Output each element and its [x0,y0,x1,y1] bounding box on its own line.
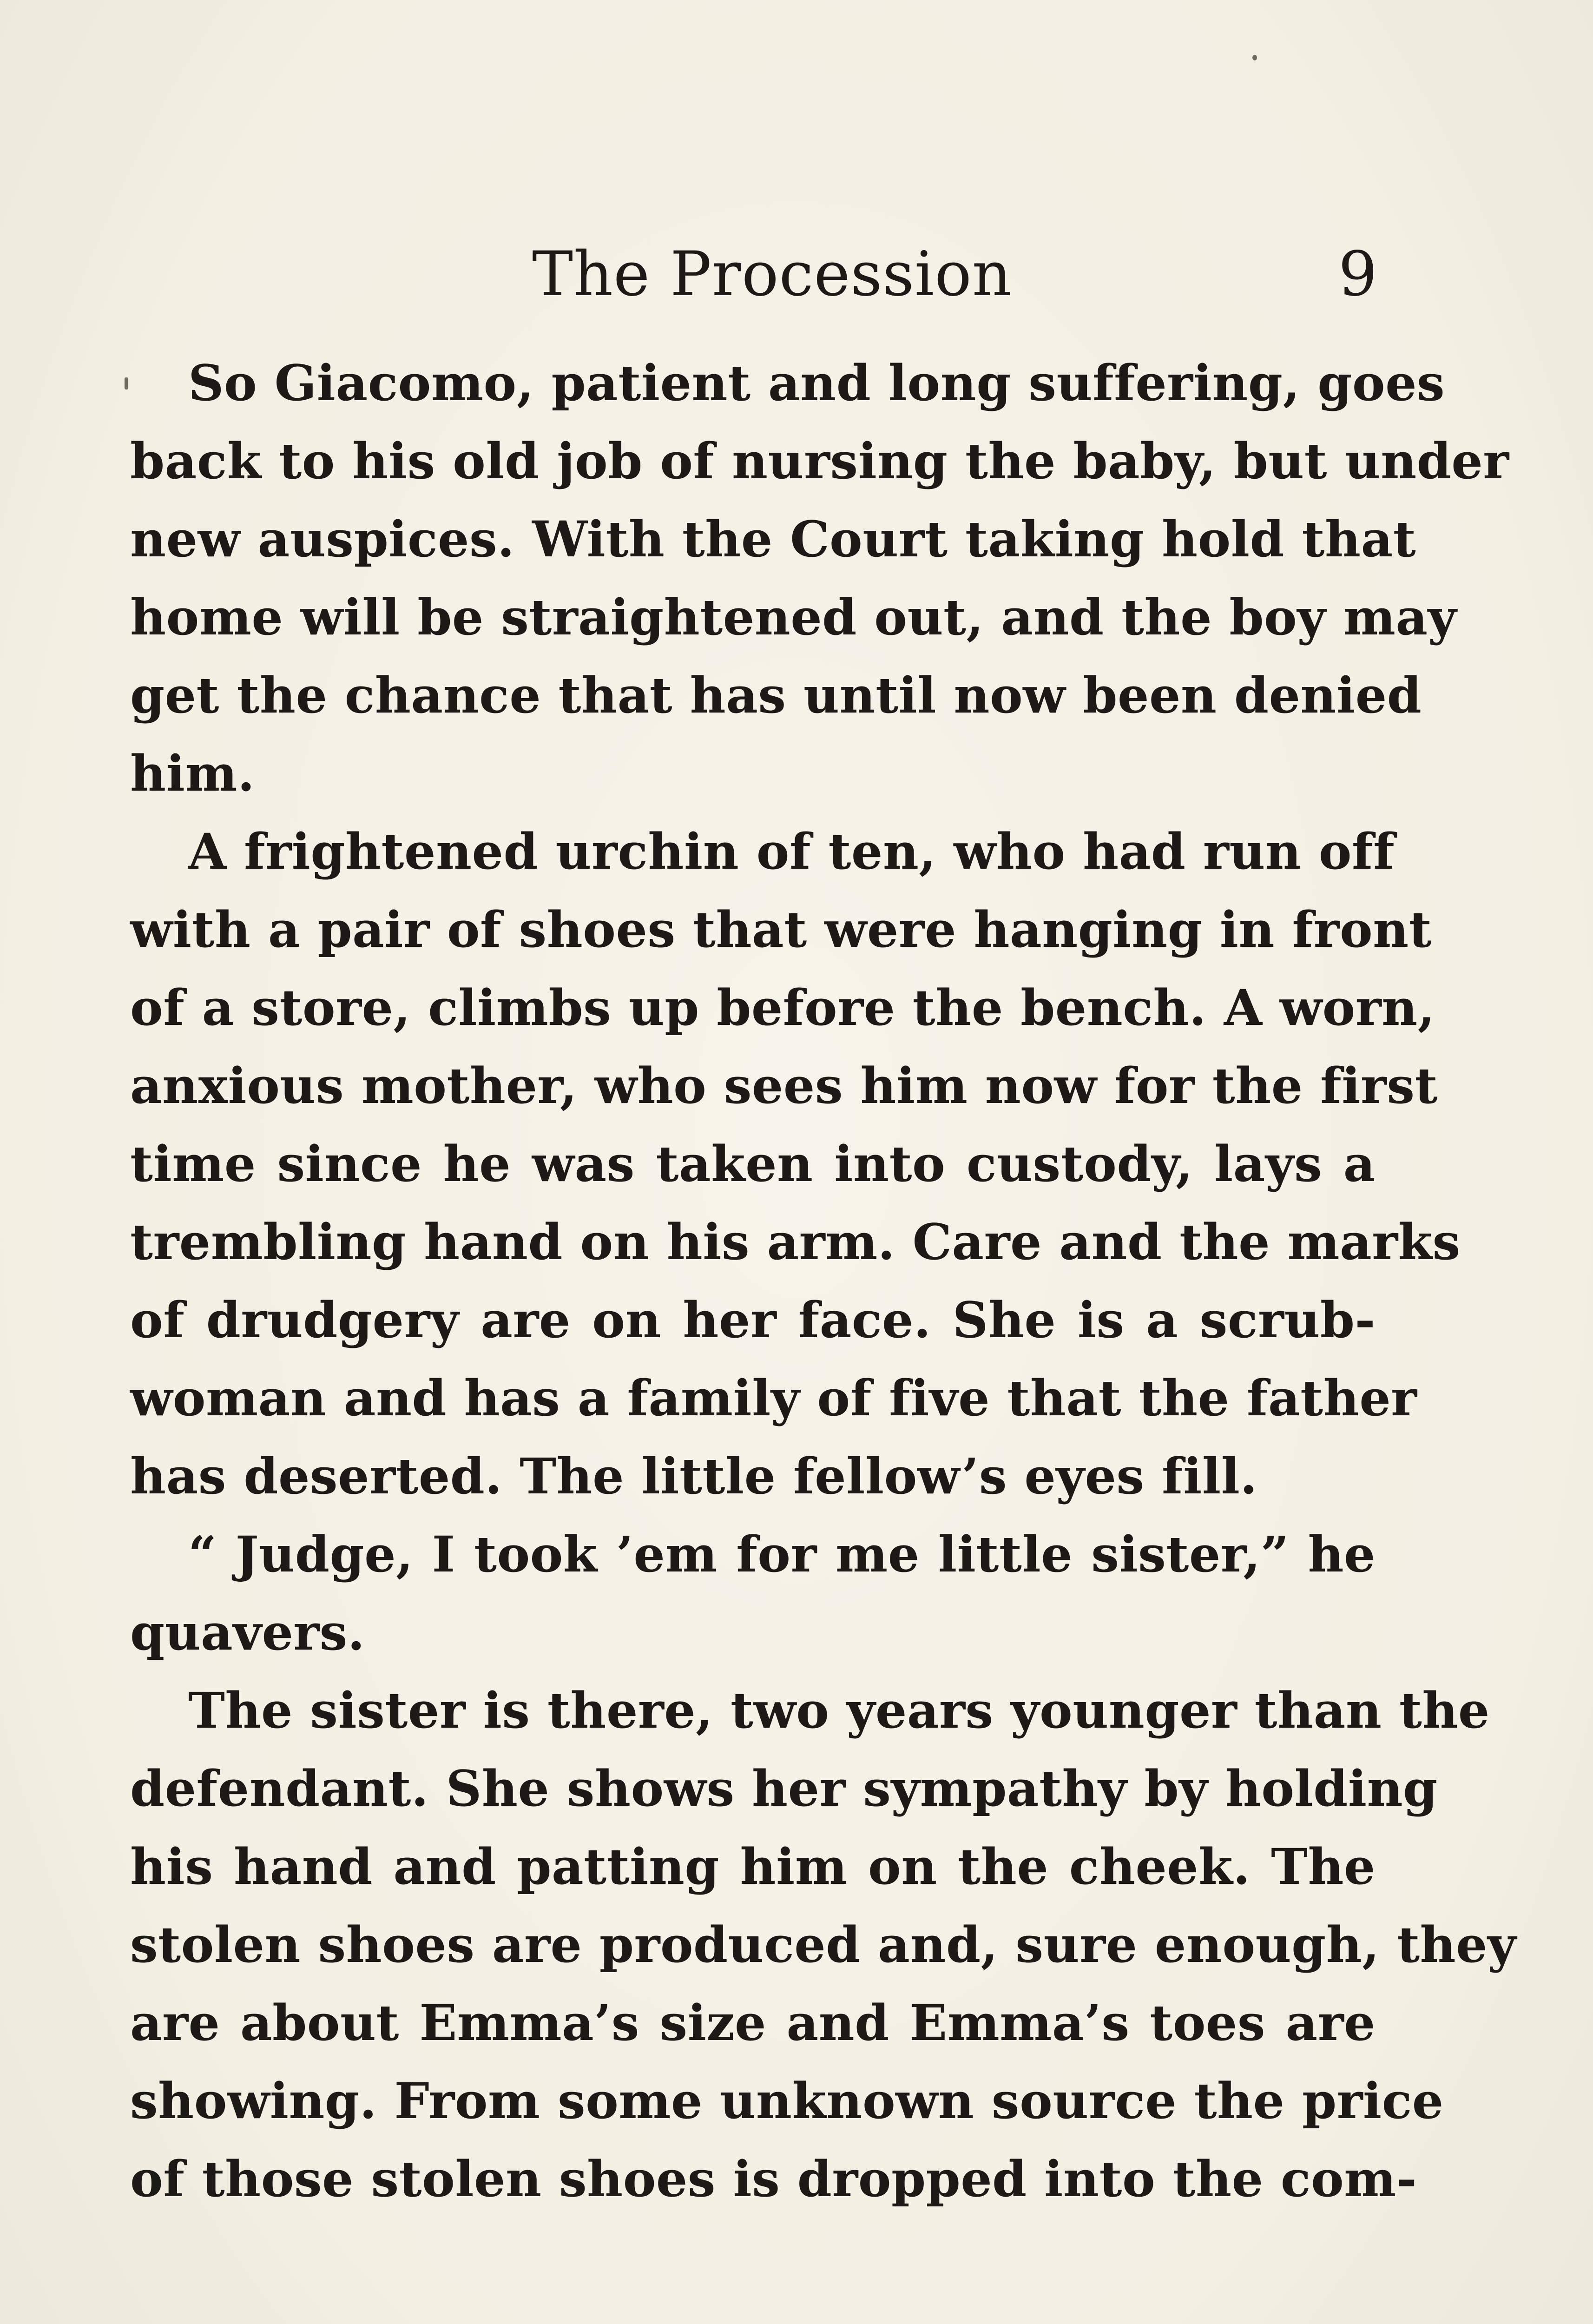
text-line: new auspices. With the Court taking hold that [130,510,1416,568]
text-line: his hand and patting him on the cheek. The [130,1837,1376,1895]
running-title: The Procession [532,238,1012,310]
text-line: trembling hand on his arm. Care and the marks [130,1213,1461,1271]
text-line: has deserted. The little fellow’s eyes fill. [130,1447,1257,1505]
text-line: The sister is there, two years younger than the [188,1681,1490,1739]
text-line: A frightened urchin of ten, who had run off [188,822,1395,880]
text-line: quavers. [130,1603,365,1661]
text-line: time since he was taken into custody, lays a [130,1135,1376,1193]
text-line: defendant. She shows her sympathy by holding [130,1759,1438,1817]
body-text [130,344,1517,2218]
text-line: back to his old job of nursing the baby, but under [130,432,1509,490]
page-header [0,235,1593,314]
text-line: with a pair of shoes that were hanging in front [130,900,1432,958]
text-line: of those stolen shoes is dropped into the com- [130,2150,1417,2208]
text-line: are about Emma’s size and Emma’s toes are [130,1994,1376,2052]
text-line: home will be straightened out, and the boy may [130,588,1457,646]
text-line: get the chance that has until now been denied [130,666,1422,724]
paper-speck [125,377,128,390]
text-line: woman and has a family of five that the father [130,1369,1417,1427]
page-number: 9 [1338,238,1377,310]
text-line: “ Judge, I took ’em for me little sister,” he [188,1525,1376,1583]
text-line: anxious mother, who sees him now for the first [130,1056,1438,1115]
paper-speck [1252,55,1257,60]
text-line: of drudgery are on her face. She is a scrub- [130,1291,1376,1349]
text-line: stolen shoes are produced and, sure enough, they [130,1915,1517,1974]
text-line: of a store, climbs up before the bench. A worn, [130,978,1435,1037]
text-line: So Giacomo, patient and long suffering, goes [188,354,1445,412]
text-line: showing. From some unknown source the price [130,2072,1444,2130]
text-line: him. [130,744,255,802]
